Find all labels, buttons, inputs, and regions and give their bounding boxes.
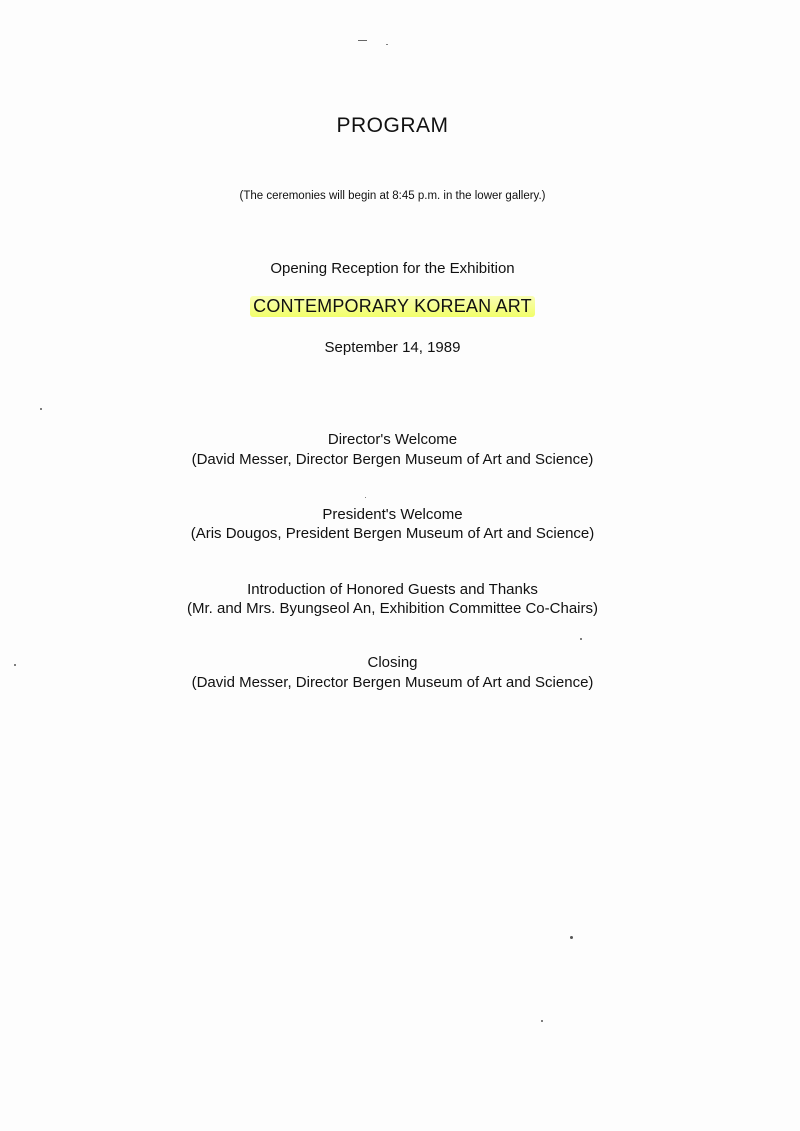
- program-item-heading: Closing: [367, 654, 418, 671]
- scan-speck: [580, 638, 582, 640]
- program-item-detail: (David Messer, Director Bergen Museum of Art and Science): [191, 451, 594, 468]
- scan-speck: [14, 664, 16, 666]
- scan-mark: [358, 40, 367, 41]
- program-item-detail: (David Messer, Director Bergen Museum of Art and Science): [191, 674, 594, 691]
- program-item-heading: President's Welcome: [322, 506, 463, 523]
- scan-speck: [40, 408, 42, 410]
- program-item-detail: (Mr. and Mrs. Byungseol An, Exhibition Committee Co-Chairs): [187, 600, 598, 617]
- program-item-detail: (Aris Dougos, President Bergen Museum of Art and Science): [190, 525, 595, 542]
- exhibition-title-highlight: CONTEMPORARY KOREAN ART: [250, 296, 535, 317]
- scan-speck: [365, 497, 366, 498]
- ceremony-note: (The ceremonies will begin at 8:45 p.m. in the lower gallery.): [239, 190, 546, 202]
- exhibition-title: [0, 296, 785, 317]
- reception-intro: Opening Reception for the Exhibition: [270, 260, 515, 277]
- scan-speck: [570, 936, 573, 939]
- page-title: PROGRAM: [336, 114, 449, 137]
- program-item-heading: Director's Welcome: [327, 431, 458, 448]
- event-date: September 14, 1989: [324, 339, 461, 356]
- scan-speck: [386, 44, 388, 45]
- program-item-heading: Introduction of Honored Guests and Thanks: [247, 581, 538, 598]
- scan-speck: [541, 1020, 543, 1022]
